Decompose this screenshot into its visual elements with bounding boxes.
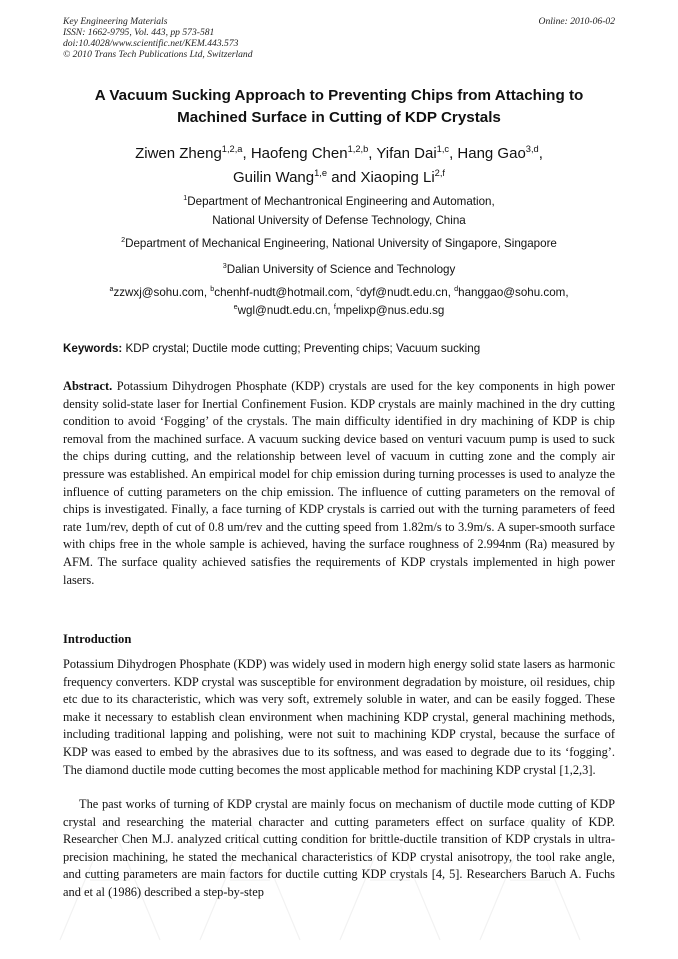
author-affil-sup: 2,f: [434, 168, 446, 178]
author-separator: ,: [538, 145, 543, 162]
email-sup: d: [454, 284, 459, 294]
author-name: Ziwen Zheng: [135, 145, 222, 162]
affiliation-line: Department of Mechanical Engineering, National University of Singapore, Singapore: [125, 237, 557, 250]
author-name: Guilin Wang: [232, 169, 315, 186]
keywords-text: KDP crystal; Ductile mode cutting; Preventing chips; Vacuum sucking: [125, 342, 481, 355]
author-affil-sup: 1,2,a: [221, 144, 243, 154]
journal-header: [63, 16, 615, 60]
affiliation-sup: 1: [183, 193, 188, 203]
author-separator: ,: [242, 145, 251, 162]
title-line-2: Machined Surface in Cutting of KDP Crystals: [177, 109, 501, 126]
email-sup: c: [356, 284, 360, 294]
journal-name: Key Engineering Materials: [63, 16, 168, 27]
author-line-1: [40, 142, 638, 166]
author-name: Hang Gao: [457, 145, 526, 162]
affiliation-line: Department of Mechantronical Engineering and Automation,: [187, 195, 495, 208]
email-address[interactable]: hanggao@sohu.com: [458, 286, 566, 299]
author-name: Yifan Dai: [376, 145, 437, 162]
abstract-label: Abstract.: [63, 379, 113, 393]
affiliation-sup: 2: [121, 235, 126, 245]
keywords-label: Keywords:: [63, 342, 123, 355]
affiliation-sup: 3: [222, 261, 227, 271]
abstract-paragraph: [63, 378, 615, 589]
email-address[interactable]: chenhf-nudt@hotmail.com: [214, 286, 350, 299]
author-affil-sup: 1,c: [436, 144, 450, 154]
author-name: Haofeng Chen: [250, 145, 348, 162]
affiliation-line: National University of Defense Technology, China: [212, 214, 466, 227]
email-address[interactable]: wgl@nudt.edu.cn: [237, 304, 328, 317]
email-sup: e: [233, 302, 238, 312]
keywords-line: [63, 340, 615, 358]
author-separator: ,: [368, 145, 377, 162]
abstract-text: Potassium Dihydrogen Phosphate (KDP) crystals are used for the key components in high power density solid-state laser for Inertial Confinement Fusion. KDP crystals are mainly machined in the dry cutting condition to avoid ‘Fogging’ of the crystals. The main difficulty identified in dry machining of KDP is chip removal from the machined surface. A vacuum sucking device based on venturi vacuum pump is used to suck the chips during cutting, and the relationship between level of vacuum in cutting zone and the comply air pressure was established. An empirical model for chip emission during turning processes is used to analyze the influence of cutting parameters on the chip emission. The influence of cutting parameters on the removal of chips is investigated. Finally, a face turning of KDP crystals is carried out with the turning parameters of feed rate 1um/rev, depth of cut of 0.8 um/rev and the cutting speed from 1.82m/s to 3.9m/s. A super-smooth surface with chips free in the whole sample is achieved, having the surface roughness of 2.994nm (Ra) measured by AFM. The surface quality achieved satisfies the requirements of KDP crystals implemented in high power lasers.: [63, 379, 615, 587]
email-list: $^a$zzwxj@sohu.com, $^b$chenhf-nudt@hotmail.com, $^c$dyf@nudt.edu.cn, $^d$hanggao@sohu.com, $^e$wgl@nudt.edu.cn, $^f$mpelixp@nus.edu.sg: [109, 284, 569, 317]
author-name: Xiaoping Li: [360, 169, 435, 186]
author-affil-sup: 3,d: [525, 144, 539, 154]
email-address[interactable]: zzwxj@sohu.com: [113, 286, 204, 299]
email-sup: f: [333, 302, 336, 312]
author-separator: and: [327, 169, 361, 186]
intro-paragraph-2: The past works of turning of KDP crystal are mainly focus on mechanism of ductile mode cutting of KDP crystal and researching the material character and cutting parameters effect on surface quality of KDP. Researcher Chen M.J. analyzed critical cutting condition for brittle-ductile transition of KDP crystals in ultra-precision machining, he stated the mechanical characteristics of KDP crystal anisotropy, the tool rake angle, and cutting parameters are main factors for ductile cutting KDP crystals [4, 5]. Researchers Baruch A. Fuchs and et al (1986) described a step-by-step: [63, 797, 615, 899]
affiliation-3: [40, 260, 638, 279]
author-affil-sup: 1,e: [314, 168, 328, 178]
author-affil-sup: 1,2,b: [347, 144, 369, 154]
author-line-2: [40, 166, 638, 190]
intro-paragraph-1: Potassium Dihydrogen Phosphate (KDP) was widely used in modern high energy solid state lasers as harmonic frequency converters. KDP crystal was susceptible for environment degradation by moisture, oil residues, chip etc due to its characteristic, which was very soft, extremely soluble in water, and can be easily fogged. These make it necessary to establish clean environment when machining KDP crystal, general machining methods, including traditional lapping and polishing, were not suit to machining KDP crystal, because the surface of KDP was eased to embed by the abrasives due to its softness, and was eased to degrade due to its ‘fogging’. The diamond ductile mode cutting becomes the most applicable method for machining KDP crystal [1,2,3].: [63, 657, 615, 777]
introduction-heading: Introduction: [63, 632, 132, 646]
issn-line: ISSN: 1662-9795, Vol. 443, pp 573-581: [63, 27, 215, 38]
email-address[interactable]: mpelixp@nus.edu.sg: [335, 304, 445, 317]
doi-line: doi:10.4028/www.scientific.net/KEM.443.573: [63, 38, 239, 49]
copyright-line: © 2010 Trans Tech Publications Ltd, Switzerland: [63, 49, 253, 60]
affiliation-line: Dalian University of Science and Technology: [226, 263, 456, 276]
affiliation-2: [40, 234, 638, 253]
author-list: [40, 142, 638, 190]
author-separator: ,: [449, 145, 458, 162]
online-date: Online: 2010-06-02: [538, 16, 615, 27]
email-sup: a: [109, 284, 114, 294]
email-sup: b: [210, 284, 215, 294]
email-address[interactable]: dyf@nudt.edu.cn: [359, 286, 448, 299]
title-line-1: A Vacuum Sucking Approach to Preventing Chips from Attaching to: [94, 87, 584, 104]
paper-title: [40, 85, 638, 129]
affiliation-1: [40, 192, 638, 230]
